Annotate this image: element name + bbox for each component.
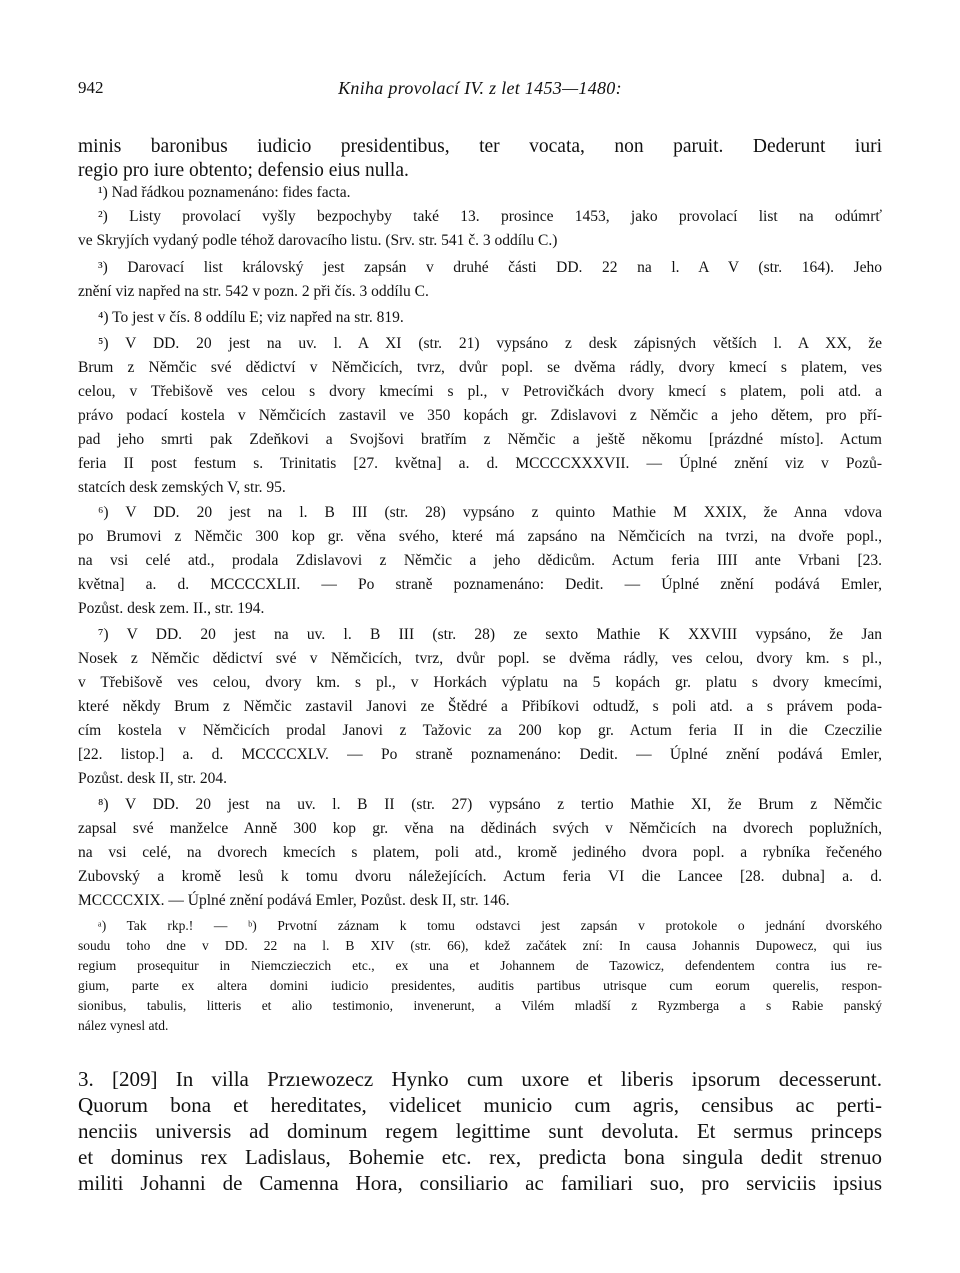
footnote-line: května] a. d. MCCCCXLII. — Po straně poznamenáno: Dedit. — Úplné znění podává Emler, bbox=[78, 576, 882, 593]
footnote-line: ²) Listy provolací vyšly bezpochyby také 13. prosince 1453, jako provolací list na odúmrť bbox=[98, 208, 882, 225]
text-line: minis baronibus iudicio presidentibus, ter vocata, non paruit. Dederunt iuri bbox=[78, 136, 882, 157]
footnote-line: Zubovský a kromě lesů k tomu dvoru náležejících. Actum feria VI die Lancee [28. dubna] a. d. bbox=[78, 868, 882, 885]
footnote-line: MCCCCXIX. — Úplné znění podává Emler, Pozůst. desk II, str. 146. bbox=[78, 892, 510, 909]
footnote-line: na vsi celé atd., prodala Zdislavovi z Němčic a jeho dědicům. Actum feria IIII ante Vrbani [23. bbox=[78, 552, 882, 569]
footnote-line: zapsal své manželce Anně 300 kop gr. věna na dědinách svých v Němčicích na dvorech poplužních, bbox=[78, 820, 882, 837]
footnote-line: ⁵) V DD. 20 jest na uv. l. A XI (str. 21) vypsáno z desk zápisných větších l. A XX, že bbox=[98, 335, 882, 352]
body-line: 3. [209] In villa Przıewozecz Hynko cum uxore et liberis ipsorum decesserunt. bbox=[78, 1067, 882, 1091]
footnote-line: které někdy Brum z Němčic zastavil Janovi ze Štědré a Přibíkovi odtudž, s poli atd. a s právem poda- bbox=[78, 698, 882, 715]
footnote-line: ¹) Nad řádkou poznamenáno: fides facta. bbox=[98, 184, 351, 201]
footnote-line: pad jeho smrti pak Zdeňkovi a Svojšovi bratřím z Němčic a ještě někomu [prázdné místo]. Actum bbox=[78, 431, 882, 448]
footnote-line: ⁷) V DD. 20 jest na uv. l. B III (str. 28) ze sexto Mathie K XXVIII vypsáno, že Jan bbox=[98, 626, 882, 643]
footnote-line: ⁶) V DD. 20 jest na l. B III (str. 28) vypsáno z quinto Mathie M XXIX, že Anna vdova bbox=[98, 504, 882, 521]
footnote-line: ve Skryjích vydaný podle téhož darovacího listu. (Srv. str. 541 č. 3 oddílu C.) bbox=[78, 232, 558, 249]
body-line: et dominus rex Ladislaus, Bohemie etc. rex, predicta bona singula dedit strenuo bbox=[78, 1145, 882, 1169]
footnote-line: Brum z Němčic své dědictví v Němčicích, tvrz, dvůr popl. se dvěma rádly, dvory kmecí s platem, ves bbox=[78, 359, 882, 376]
footnote-line: feria II post festum s. Trinitatis [27. května] a. d. MCCCCXXXVII. — Úplné znění viz v Pozů- bbox=[78, 455, 882, 472]
footnote-line: cím kostela v Němčicích prodal Janovi z Tažovic za 200 kop gr. Actum feria II in die Czeczilie bbox=[78, 722, 882, 739]
footnote-line: sionibus, tabulis, litteris et alio testimonio, invenerunt, a Vilém mladší z Ryzmberga a s Rabie panský bbox=[78, 998, 882, 1013]
footnote-line: v Třebišově ves celou, dvory km. s pl., v Horkách výplatu na 5 kopách gr. platu s dvory kmecími, bbox=[78, 674, 882, 691]
footnote-line: celou, v Třebišově ves celou s dvory kmecími s pl., v Petrovičkách dvory kmecí s platem, poli atd. a bbox=[78, 383, 882, 400]
footnote-line: ⁴) To jest v čís. 8 oddílu E; viz napřed na str. 819. bbox=[98, 309, 404, 326]
body-line: nenciis universis ad dominum regem legittime sunt devoluta. Et sermus princeps bbox=[78, 1119, 882, 1143]
footnote-line: ᵃ) Tak rkp.! — ᵇ) Prvotní záznam k tomu odstavci jest zapsán v protokole o jednání dvorského bbox=[98, 918, 882, 933]
footnote-line: na vsi celé, na dvorech kmecích s platem, poli atd., kromě jediného dvora popl. a rybníka řečeného bbox=[78, 844, 882, 861]
text-line: regio pro iure obtento; defensio eius nulla. bbox=[78, 160, 409, 181]
page-number: 942 bbox=[78, 78, 104, 97]
footnote-line: gium, parte ex altera domini iudicio presidentes, auditis partibus utrisque cum eorum querelis, respon- bbox=[78, 978, 882, 993]
footnote-line: [22. listop.] a. d. MCCCCXLV. — Po straně poznamenáno: Dedit. — Úplné znění podává Emler, bbox=[78, 746, 882, 763]
footnote-line: po Brumovi z Němčic 300 kop gr. věna svého, které má zapsáno na Němčicích na tvrzi, na dvoře popl., bbox=[78, 528, 882, 545]
footnote-line: znění viz napřed na str. 542 v pozn. 2 při čís. 3 oddílu C. bbox=[78, 283, 429, 300]
footnote-line: soudu toho dne v DD. 22 na l. B XIV (str. 66), kdež začátek zní: In causa Johannis Dupowecz, qui ius bbox=[78, 938, 882, 953]
footnote-line: ³) Darovací list královský jest zapsán v druhé části DD. 22 na l. A V (str. 164). Jeho bbox=[98, 259, 882, 276]
footnote-line: regium prosequitur in Niemczieczich etc., ex una et Johannem de Tazowicz, defendentem contra ius re- bbox=[78, 958, 882, 973]
body-line: militi Johanni de Camenna Hora, consiliario ac familiari suo, pro serviciis ipsius bbox=[78, 1171, 882, 1195]
body-line: Quorum bona et hereditates, videlicet municio cum agris, censibus ac perti- bbox=[78, 1093, 882, 1117]
footnote-line: právo podací kostela v Němčicích zastavil ve 350 kopách gr. Zdislavovi z Němčic a jeho dětem, pro pří- bbox=[78, 407, 882, 424]
footnote-line: Nosek z Němčic dědictví své v Němčicích, tvrz, dvůr popl. se dvěma rádly, ves celou, dvory km. s pl., bbox=[78, 650, 882, 667]
page-header bbox=[78, 78, 882, 102]
footnote-line: nález vynesl atd. bbox=[78, 1018, 169, 1033]
running-title: Kniha provolací IV. z let 1453—1480: bbox=[338, 78, 622, 98]
footnote-line: Pozůst. desk II, str. 204. bbox=[78, 770, 227, 787]
footnote-line: Pozůst. desk zem. II., str. 194. bbox=[78, 600, 265, 617]
footnote-line: statcích desk zemských V, str. 95. bbox=[78, 479, 286, 496]
footnote-line: ⁸) V DD. 20 jest na uv. l. B II (str. 27) vypsáno z tertio Mathie XI, že Brum z Němčic bbox=[98, 796, 882, 813]
